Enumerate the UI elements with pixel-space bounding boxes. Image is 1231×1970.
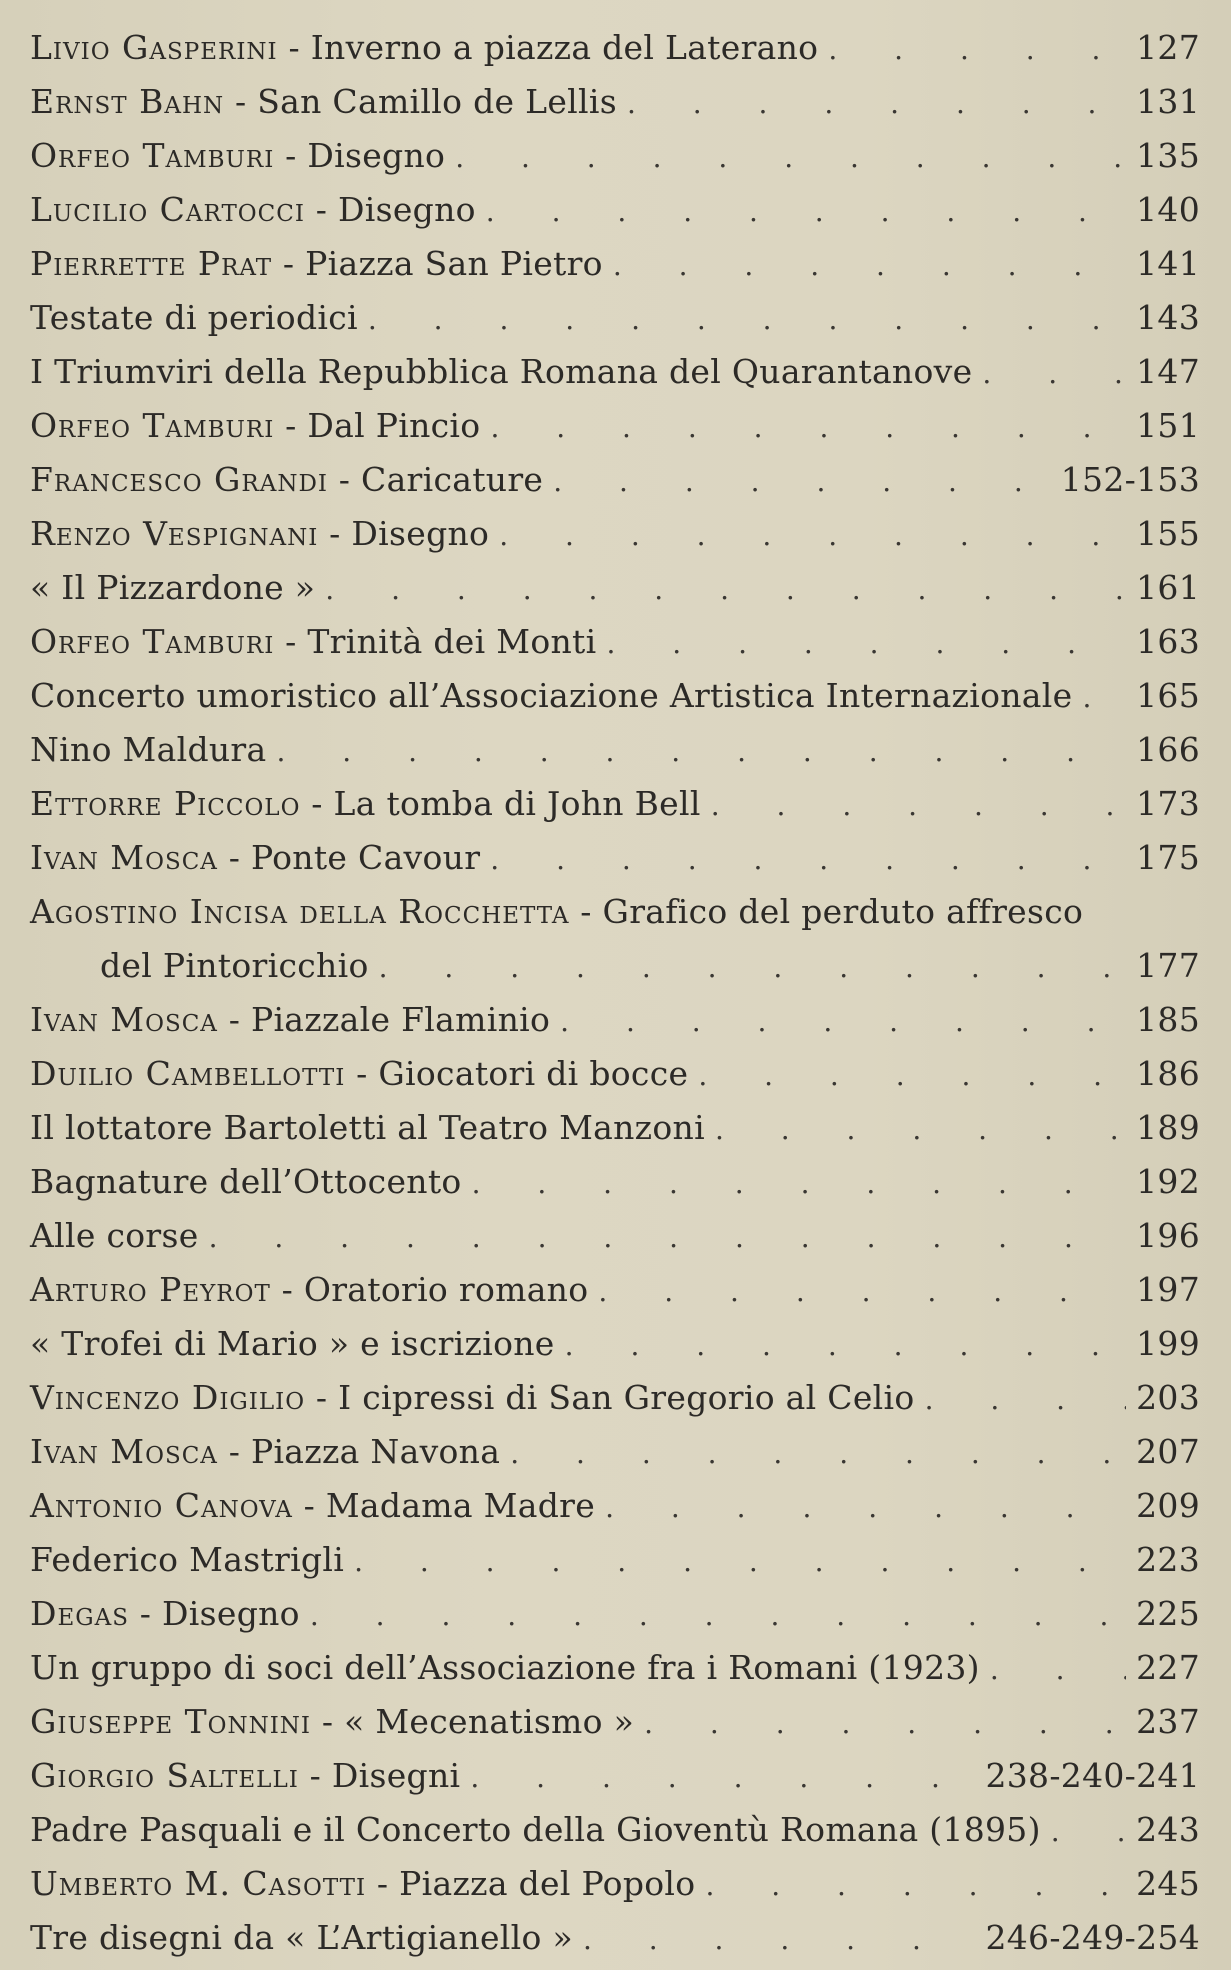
entry-text <box>30 784 701 823</box>
dot-leader <box>613 246 1126 280</box>
entry-text <box>30 460 543 499</box>
dot-leader <box>560 1002 1126 1036</box>
page-number: 127 <box>1136 27 1200 67</box>
toc-entry <box>30 830 1200 884</box>
entry-author: Francesco Grandi <box>30 459 328 499</box>
page-number: 131 <box>1136 81 1200 121</box>
entry-text <box>30 1486 595 1525</box>
toc-entry <box>30 506 1200 560</box>
dot-leader <box>325 570 1126 604</box>
toc-entry <box>30 452 1200 506</box>
entry-separator: - <box>217 1431 251 1471</box>
entry-title: Disegno <box>337 189 476 229</box>
entry-author: Vincenzo Digilio <box>30 1377 306 1417</box>
toc-entry <box>30 992 1200 1046</box>
entry-text <box>30 1432 500 1471</box>
entry-author: Giorgio Saltelli <box>30 1755 299 1795</box>
entry-author: Ivan Mosca <box>30 999 218 1039</box>
entry-text <box>30 1108 705 1147</box>
page-number: 163 <box>1136 621 1200 661</box>
page-number: 199 <box>1136 1323 1200 1363</box>
page-number: 243 <box>1136 1809 1200 1849</box>
dot-leader <box>605 1488 1126 1522</box>
page-number: 140 <box>1136 189 1200 229</box>
entry-author: Arturo Peyrot <box>30 1269 271 1309</box>
toc-entry <box>30 1262 1200 1316</box>
toc-entry <box>30 1100 1200 1154</box>
entry-author: Duilio Cambellotti <box>30 1053 346 1093</box>
entry-title: « Il Pizzardone » <box>30 567 316 607</box>
entry-title: Disegno <box>351 513 490 553</box>
entry-author: Ernst Bahn <box>30 81 225 121</box>
dot-leader <box>455 138 1126 172</box>
entry-text <box>30 1270 588 1309</box>
entry-author: Livio Gasperini <box>30 27 278 67</box>
dot-leader <box>277 732 1127 766</box>
entry-title: Disegno <box>162 1593 300 1633</box>
entry-title: Grafico del perduto affresco <box>602 891 1084 931</box>
toc-entry <box>30 290 1200 344</box>
dot-leader <box>510 1434 1126 1468</box>
dot-leader <box>310 1596 1126 1630</box>
entry-text <box>30 82 617 121</box>
dot-leader <box>354 1542 1126 1576</box>
entry-text <box>30 136 445 175</box>
toc-entry <box>30 614 1200 668</box>
entry-text <box>30 1648 980 1687</box>
entry-text <box>30 1756 460 1795</box>
toc-entry <box>30 74 1200 128</box>
entry-title: Un gruppo di soci dell’Associazione fra i Romani (1923) <box>30 1647 980 1687</box>
dot-leader <box>715 1110 1126 1144</box>
entry-text <box>30 1540 344 1579</box>
toc-entry <box>30 20 1200 74</box>
page-number: 225 <box>1136 1593 1200 1633</box>
dot-leader <box>490 408 1126 442</box>
entry-separator: - <box>345 1053 379 1093</box>
entry-title: Piazza del Popolo <box>399 1863 696 1903</box>
toc-entry <box>30 1154 1200 1208</box>
entry-separator: - <box>274 135 308 175</box>
entry-author: Ivan Mosca <box>30 837 218 877</box>
page-number: 189 <box>1136 1107 1200 1147</box>
entry-title: Padre Pasquali e il Concerto della Gioventù Romana (1895) <box>30 1809 1041 1849</box>
entry-text <box>30 1000 550 1039</box>
entry-separator: - <box>327 459 362 499</box>
entry-text <box>30 1918 573 1957</box>
page-number: 135 <box>1136 135 1200 175</box>
entry-text <box>30 28 818 67</box>
entry-author: Lucilio Cartocci <box>30 189 305 229</box>
entry-text <box>30 298 358 337</box>
entry-text <box>30 1810 1041 1849</box>
entry-separator: - <box>304 189 338 229</box>
page-number: 155 <box>1136 513 1200 553</box>
toc-entry <box>30 128 1200 182</box>
page-number: 207 <box>1136 1431 1200 1471</box>
entry-separator: - <box>292 1485 326 1525</box>
entry-author: Antonio Canova <box>30 1485 293 1525</box>
dot-leader <box>583 1920 975 1954</box>
entry-author: Pierrette Prat <box>30 243 273 283</box>
dot-leader <box>379 948 1127 982</box>
entry-title: San Camillo de Lellis <box>257 81 617 121</box>
page-number: 161 <box>1136 567 1200 607</box>
entry-text <box>30 730 267 769</box>
entry-title: Giocatori di bocce <box>378 1053 689 1093</box>
entry-title: Concerto umoristico all’Associazione Artistica Internazionale <box>30 675 1073 715</box>
entry-title: Trinità dei Monti <box>307 621 597 661</box>
entry-text <box>30 1216 199 1255</box>
table-of-contents <box>30 20 1200 1964</box>
entry-title: Madama Madre <box>325 1485 596 1525</box>
dot-leader <box>1082 678 1126 712</box>
page-number: 237 <box>1136 1701 1200 1741</box>
dot-leader <box>470 1758 975 1792</box>
entry-author: Ettorre Piccolo <box>30 783 301 823</box>
dot-leader <box>606 624 1126 658</box>
entry-separator: - <box>274 405 308 445</box>
entry-text <box>100 946 369 985</box>
entry-title: Inverno a piazza del Laterano <box>310 27 819 67</box>
entry-separator: - <box>311 1701 345 1741</box>
toc-entry <box>30 1694 1200 1748</box>
entry-separator: - <box>366 1863 400 1903</box>
page-number: 141 <box>1136 243 1200 283</box>
entry-text <box>30 892 1083 931</box>
entry-author: Orfeo Tamburi <box>30 135 275 175</box>
entry-text <box>30 406 480 445</box>
entry-title: « Trofei di Mario » e iscrizione <box>30 1323 555 1363</box>
dot-leader <box>627 84 1126 118</box>
entry-title: La tomba di John Bell <box>333 783 701 823</box>
toc-entry-continuation <box>30 938 1200 992</box>
page-number: 246-249-254 <box>985 1917 1200 1957</box>
entry-separator: - <box>272 243 306 283</box>
page-number: 177 <box>1136 945 1200 985</box>
entry-text <box>30 190 476 229</box>
toc-entry <box>30 1478 1200 1532</box>
dot-leader <box>698 1056 1126 1090</box>
entry-text <box>30 1594 300 1633</box>
toc-entry <box>30 1586 1200 1640</box>
entry-separator: - <box>270 1269 304 1309</box>
dot-leader <box>711 786 1126 820</box>
dot-leader <box>925 1380 1127 1414</box>
entry-author: Umberto M. Casotti <box>30 1863 367 1903</box>
entry-author: Degas <box>30 1593 129 1633</box>
entry-title: Nino Maldura <box>30 729 267 769</box>
dot-leader <box>598 1272 1126 1306</box>
toc-entry <box>30 668 1200 722</box>
toc-entry <box>30 1316 1200 1370</box>
entry-title: Piazzale Flaminio <box>250 999 551 1039</box>
page-number: 223 <box>1136 1539 1200 1579</box>
page-number: 185 <box>1136 999 1200 1039</box>
toc-entry <box>30 236 1200 290</box>
entry-title: Caricature <box>361 459 544 499</box>
dot-leader <box>828 30 1126 64</box>
page-number: 227 <box>1136 1647 1200 1687</box>
toc-entry <box>30 1748 1200 1802</box>
entry-text <box>30 352 972 391</box>
toc-entry <box>30 182 1200 236</box>
page-number: 165 <box>1136 675 1200 715</box>
toc-entry <box>30 1370 1200 1424</box>
entry-title: Disegni <box>331 1755 461 1795</box>
page-number: 166 <box>1136 729 1200 769</box>
page-number: 147 <box>1136 351 1200 391</box>
page-number: 173 <box>1136 783 1200 823</box>
entry-title: Piazza Navona <box>250 1431 501 1471</box>
toc-entry <box>30 1856 1200 1910</box>
entry-title: Tre disegni da « L’Artigianello » <box>30 1917 573 1957</box>
dot-leader <box>565 1326 1126 1360</box>
dot-leader <box>472 1164 1127 1198</box>
entry-text <box>30 514 489 553</box>
page-number: 151 <box>1136 405 1200 445</box>
dot-leader <box>705 1866 1126 1900</box>
entry-author: Agostino Incisa della Rocchetta <box>30 891 570 931</box>
entry-separator: - <box>300 783 334 823</box>
dot-leader <box>553 462 1051 496</box>
entry-separator: - <box>318 513 352 553</box>
page-number: 209 <box>1136 1485 1200 1525</box>
entry-author: Ivan Mosca <box>30 1431 218 1471</box>
page-number: 186 <box>1136 1053 1200 1093</box>
entry-title: I Triumviri della Repubblica Romana del Quarantanove <box>30 351 973 391</box>
entry-text <box>30 1702 634 1741</box>
entry-title-continuation: del Pintoricchio <box>100 945 369 985</box>
entry-title: « Mecenatismo » <box>344 1701 635 1741</box>
entry-title: I cipressi di San Gregorio al Celio <box>338 1377 915 1417</box>
dot-leader <box>982 354 1126 388</box>
entry-text <box>30 1054 688 1093</box>
entry-title: Piazza San Pietro <box>305 243 603 283</box>
entry-text <box>30 838 480 877</box>
entry-title: Il lottatore Bartoletti al Teatro Manzoni <box>30 1107 705 1147</box>
toc-entry <box>30 1532 1200 1586</box>
dot-leader <box>490 840 1126 874</box>
entry-separator: - <box>298 1755 332 1795</box>
dot-leader <box>209 1218 1127 1252</box>
page-number: 203 <box>1136 1377 1200 1417</box>
dot-leader <box>644 1704 1126 1738</box>
entry-author: Giuseppe Tonnini <box>30 1701 312 1741</box>
entry-title: Ponte Cavour <box>250 837 481 877</box>
entry-text <box>30 676 1072 715</box>
entry-separator: - <box>217 999 251 1039</box>
entry-title: Dal Pincio <box>307 405 481 445</box>
entry-text <box>30 1864 695 1903</box>
entry-title: Federico Mastrigli <box>30 1539 345 1579</box>
entry-title: Bagnature dell’Ottocento <box>30 1161 462 1201</box>
entry-title: Oratorio romano <box>303 1269 589 1309</box>
entry-text <box>30 568 315 607</box>
page-number: 143 <box>1136 297 1200 337</box>
toc-entry <box>30 776 1200 830</box>
toc-entry <box>30 884 1200 938</box>
toc-entry <box>30 560 1200 614</box>
entry-title: Disegno <box>307 135 446 175</box>
entry-separator: - <box>277 27 311 67</box>
entry-text <box>30 1162 462 1201</box>
entry-author: Orfeo Tamburi <box>30 621 275 661</box>
page-number: 196 <box>1136 1215 1200 1255</box>
entry-text <box>30 1324 555 1363</box>
entry-separator: - <box>274 621 308 661</box>
page-number: 197 <box>1136 1269 1200 1309</box>
toc-entry <box>30 722 1200 776</box>
entry-text <box>30 622 596 661</box>
toc-entry <box>30 1802 1200 1856</box>
entry-author: Orfeo Tamburi <box>30 405 275 445</box>
dot-leader <box>499 516 1126 550</box>
toc-entry <box>30 344 1200 398</box>
dot-leader <box>368 300 1126 334</box>
toc-entry <box>30 1208 1200 1262</box>
entry-text <box>30 1378 915 1417</box>
dot-leader <box>486 192 1126 226</box>
page-number: 238-240-241 <box>985 1755 1200 1795</box>
dot-leader <box>1051 1812 1126 1846</box>
toc-entry <box>30 1046 1200 1100</box>
entry-separator: - <box>305 1377 339 1417</box>
entry-text <box>30 244 603 283</box>
toc-entry <box>30 1910 1200 1964</box>
toc-entry <box>30 1640 1200 1694</box>
entry-author: Renzo Vespignani <box>30 513 319 553</box>
page-number: 245 <box>1136 1863 1200 1903</box>
entry-separator: - <box>224 81 258 121</box>
page-number: 152-153 <box>1060 459 1200 499</box>
entry-title: Alle corse <box>30 1215 199 1255</box>
entry-separator: - <box>217 837 251 877</box>
entry-title: Testate di periodici <box>30 297 358 337</box>
toc-entry <box>30 398 1200 452</box>
page-number: 175 <box>1136 837 1200 877</box>
entry-separator: - <box>129 1593 163 1633</box>
toc-entry <box>30 1424 1200 1478</box>
entry-separator: - <box>569 891 603 931</box>
page-number: 192 <box>1136 1161 1200 1201</box>
dot-leader <box>990 1650 1126 1684</box>
